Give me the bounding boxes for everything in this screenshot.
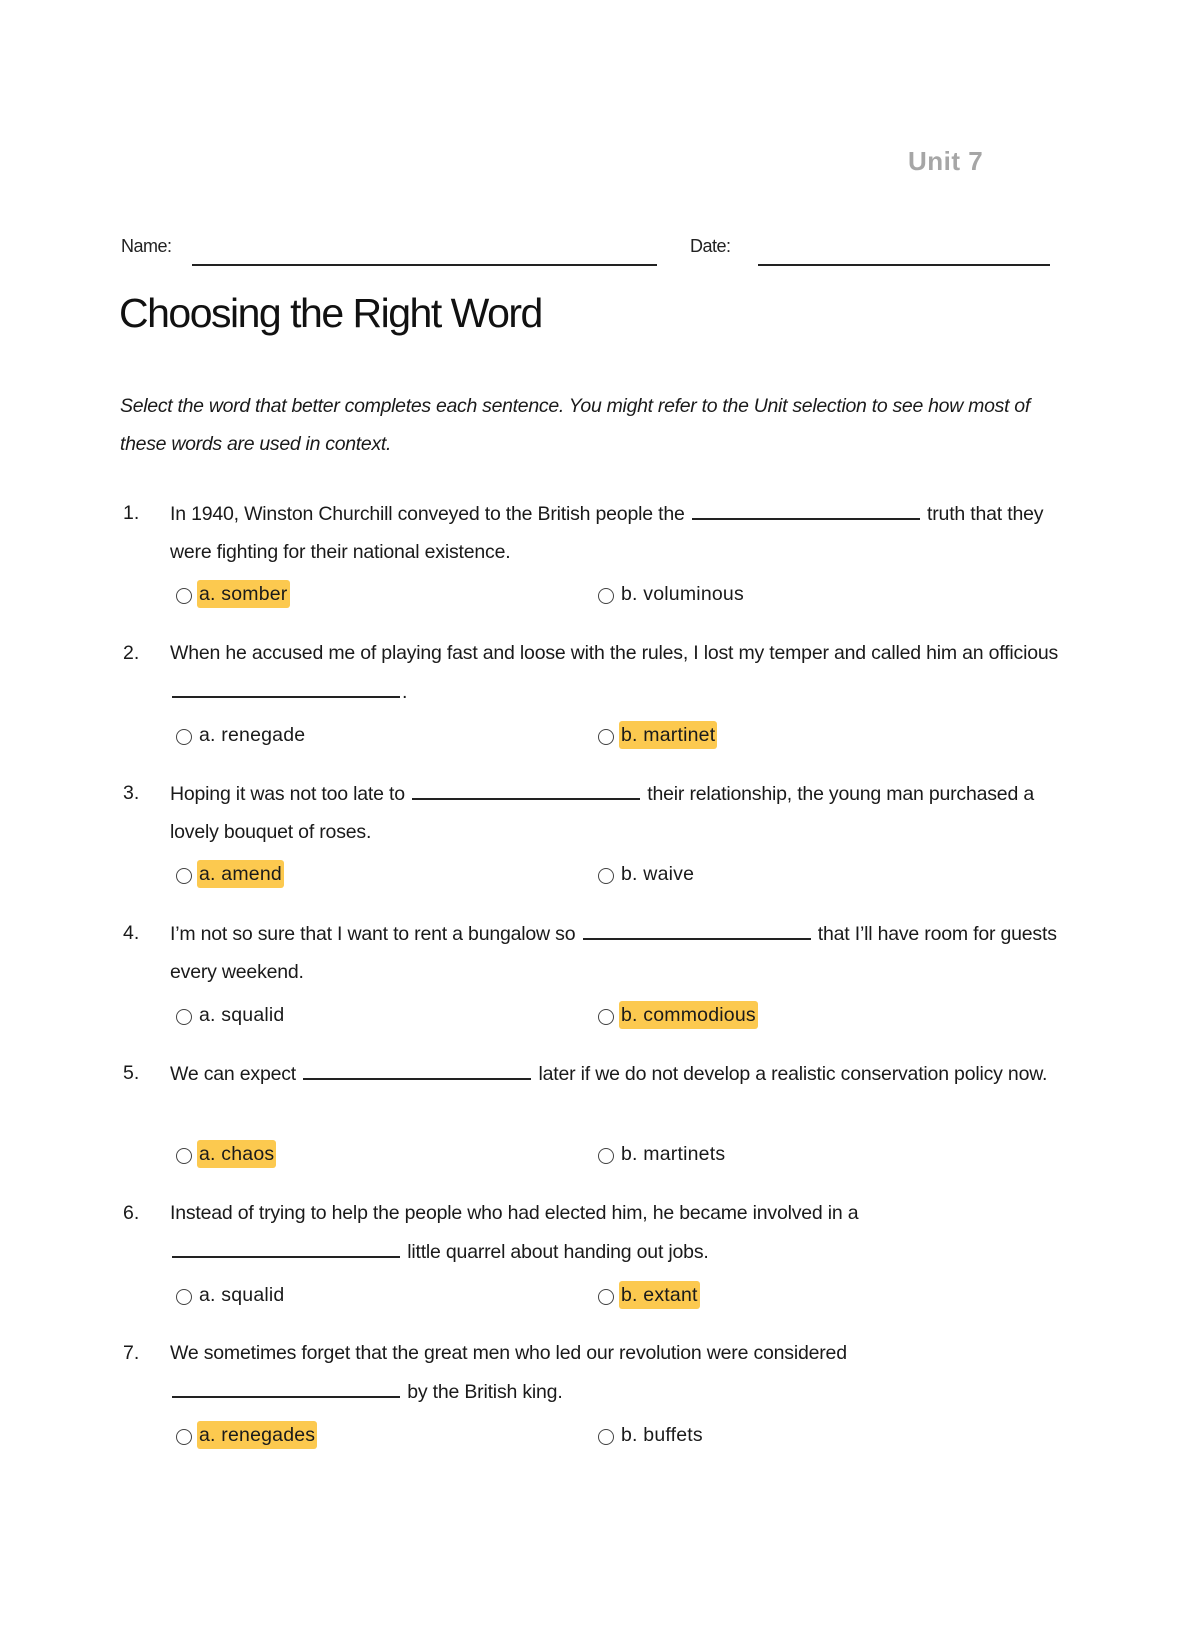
- option-label: b. voluminous: [621, 583, 744, 605]
- question-text-before: Instead of trying to help the people who had elected him, he became involved in a: [170, 1202, 859, 1224]
- answer-blank[interactable]: [692, 494, 920, 520]
- radio-icon[interactable]: [176, 868, 192, 884]
- question-1-option-b[interactable]: [598, 580, 746, 608]
- answer-blank[interactable]: [172, 1372, 400, 1398]
- option-label: a. amend: [197, 860, 284, 888]
- option-label: a. renegade: [199, 724, 306, 746]
- question-text-after: their relationship, the young man purchased a lovely bouquet of roses.: [170, 783, 1034, 843]
- question-text: [170, 494, 1060, 571]
- option-label: b. martinets: [621, 1143, 726, 1165]
- question-text: [170, 774, 1060, 851]
- option-label: b. waive: [621, 863, 695, 885]
- instructions: Select the word that better completes each sentence. You might refer to the Unit selection to see how most of these words are used in context.: [120, 395, 1030, 455]
- question-text: [170, 634, 1060, 711]
- option-label: a. squalid: [199, 1284, 285, 1306]
- answer-blank[interactable]: [172, 1232, 400, 1258]
- question-text: [170, 1054, 1060, 1093]
- question-2-option-a[interactable]: [176, 721, 307, 749]
- radio-icon[interactable]: [176, 1148, 192, 1164]
- option-label: a. squalid: [199, 1004, 285, 1026]
- question-text-after: that I’ll have room for guests every weekend.: [170, 923, 1057, 983]
- question-number: 2.: [123, 642, 140, 664]
- question-number: 1.: [123, 502, 140, 524]
- radio-icon[interactable]: [176, 1429, 192, 1445]
- question-1-option-a[interactable]: [176, 580, 290, 608]
- question-3-option-a[interactable]: [176, 860, 284, 888]
- question-text-before: When he accused me of playing fast and loose with the rules, I lost my temper and called him an officious: [170, 642, 1059, 664]
- option-label: b. commodious: [619, 1001, 758, 1029]
- radio-icon[interactable]: [598, 729, 614, 745]
- page-title: Choosing the Right Word: [119, 290, 542, 336]
- answer-blank[interactable]: [412, 774, 640, 800]
- question-text-after: by the British king.: [407, 1381, 563, 1403]
- question-2-option-b[interactable]: [598, 721, 717, 749]
- answer-blank[interactable]: [303, 1054, 531, 1080]
- question-text-after: little quarrel about handing out jobs.: [407, 1241, 709, 1263]
- question-text-before: In 1940, Winston Churchill conveyed to the British people the: [170, 503, 685, 525]
- date-label: Date:: [690, 236, 731, 256]
- question-6-option-a[interactable]: [176, 1281, 286, 1309]
- question-text-after: .: [402, 681, 408, 703]
- question-3-option-b[interactable]: [598, 860, 696, 888]
- radio-icon[interactable]: [598, 868, 614, 884]
- radio-icon[interactable]: [598, 1009, 614, 1025]
- question-text: [170, 1194, 1060, 1271]
- question-7-option-a[interactable]: [176, 1421, 317, 1449]
- question-7-option-b[interactable]: [598, 1421, 705, 1449]
- radio-icon[interactable]: [176, 1289, 192, 1305]
- radio-icon[interactable]: [176, 588, 192, 604]
- question-number: 3.: [123, 782, 140, 804]
- name-label: Name:: [121, 236, 172, 256]
- question-text-before: Hoping it was not too late to: [170, 783, 405, 805]
- radio-icon[interactable]: [598, 1148, 614, 1164]
- radio-icon[interactable]: [598, 1429, 614, 1445]
- name-field[interactable]: [192, 264, 657, 266]
- option-label: b. martinet: [619, 721, 717, 749]
- option-label: b. extant: [619, 1281, 700, 1309]
- radio-icon[interactable]: [598, 588, 614, 604]
- option-label: a. somber: [197, 580, 290, 608]
- question-5-option-b[interactable]: [598, 1140, 727, 1168]
- radio-icon[interactable]: [176, 1009, 192, 1025]
- radio-icon[interactable]: [598, 1289, 614, 1305]
- question-5-option-a[interactable]: [176, 1140, 276, 1168]
- question-number: 6.: [123, 1202, 140, 1224]
- question-text-before: We can expect: [170, 1063, 297, 1085]
- radio-icon[interactable]: [176, 729, 192, 745]
- question-text-before: I’m not so sure that I want to rent a bungalow so: [170, 923, 576, 945]
- question-text: [170, 1334, 1060, 1411]
- unit-label: Unit 7: [908, 146, 984, 176]
- question-number: 4.: [123, 922, 140, 944]
- question-text-after: truth that they were fighting for their national existence.: [170, 503, 1044, 563]
- question-number: 5.: [123, 1062, 140, 1084]
- answer-blank[interactable]: [583, 914, 811, 940]
- question-6-option-b[interactable]: [598, 1281, 700, 1309]
- question-text-after: later if we do not develop a realistic conservation policy now.: [538, 1063, 1048, 1085]
- question-text-before: We sometimes forget that the great men who led our revolution were considered: [170, 1342, 847, 1364]
- option-label: a. renegades: [197, 1421, 317, 1449]
- option-label: b. buffets: [621, 1424, 703, 1446]
- option-label: a. chaos: [197, 1140, 276, 1168]
- question-4-option-b[interactable]: [598, 1001, 758, 1029]
- question-4-option-a[interactable]: [176, 1001, 286, 1029]
- question-text: [170, 914, 1060, 991]
- question-number: 7.: [123, 1342, 140, 1364]
- answer-blank[interactable]: [172, 672, 400, 698]
- date-field[interactable]: [758, 264, 1050, 266]
